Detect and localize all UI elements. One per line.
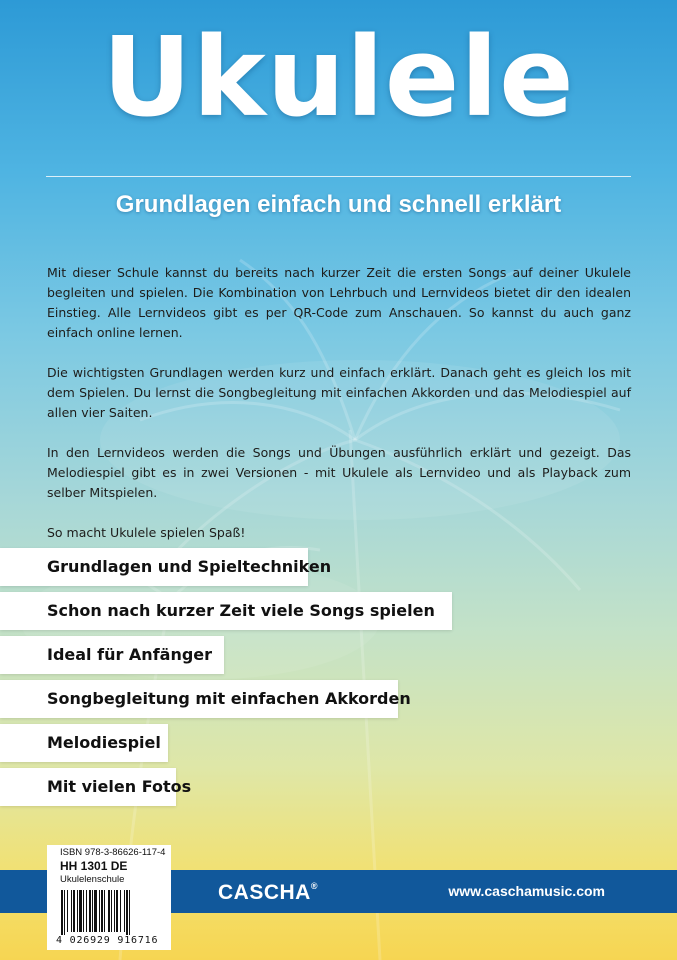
ean-number: 4 026929 916716: [56, 935, 159, 946]
registered-mark: ®: [310, 881, 318, 891]
barcode-bar: [104, 890, 105, 932]
brand-name: CASCHA: [218, 881, 311, 904]
barcode-bar: [64, 890, 65, 935]
barcode-bar: [71, 890, 72, 932]
barcode-bar: [83, 890, 84, 932]
barcode-bar: [120, 890, 121, 932]
title-divider: [46, 176, 631, 177]
barcode-bar: [73, 890, 75, 932]
description: [47, 263, 631, 563]
barcode-bar: [67, 890, 68, 932]
barcode-bar: [86, 890, 87, 932]
description-paragraph: Mit dieser Schule kannst du bereits nach kurzer Zeit die ersten Songs auf deiner Ukulele begleiten und spielen. Die Kombination von Lehrbuch und Lernvideos bietet dir den idealen Einstieg. Alle Lernvideos gibt es per QR-Code zum Anschauen. So kannst du auch ganz einfach online lernen.: [47, 265, 631, 340]
feature-item: Grundlagen und Spieltechniken: [0, 548, 308, 586]
barcode-bar: [94, 890, 97, 932]
barcode-bar: [124, 890, 125, 932]
barcode-bar: [77, 890, 78, 932]
barcode-bar: [99, 890, 100, 932]
barcode-bar: [126, 890, 128, 935]
cover-title: Ukulele: [102, 13, 575, 141]
website-url: www.caschamusic.com: [448, 883, 605, 899]
description-paragraph: So macht Ukulele spielen Spaß!: [47, 525, 246, 540]
barcode-bar: [111, 890, 112, 932]
barcode-bar: [89, 890, 91, 932]
feature-item: Ideal für Anfänger: [0, 636, 224, 674]
barcode-bar: [108, 890, 110, 932]
barcode-bar: [92, 890, 93, 932]
barcode-bar: [129, 890, 130, 935]
barcode-bar: [114, 890, 115, 932]
barcode-bar: [101, 890, 103, 932]
barcode-bar: [79, 890, 82, 932]
barcode: [59, 890, 167, 935]
feature-item: Schon nach kurzer Zeit viele Songs spielen: [0, 592, 452, 630]
product-name: Ukulelenschule: [60, 874, 125, 885]
barcode-bar: [116, 890, 118, 932]
product-code: HH 1301 DE: [60, 859, 128, 873]
isbn-number: ISBN 978-3-86626-117-4: [60, 847, 166, 858]
feature-item: Mit vielen Fotos: [0, 768, 176, 806]
feature-item: Songbegleitung mit einfachen Akkorden: [0, 680, 398, 718]
description-paragraph: Die wichtigsten Grundlagen werden kurz und einfach erklärt. Danach geht es gleich los mit dem Spielen. Du lernst die Songbegleitung mit einfachen Akkorden und das Melodiespiel auf allen vier Saiten.: [47, 365, 631, 420]
barcode-bar: [61, 890, 63, 935]
cover-subtitle: Grundlagen einfach und schnell erklärt: [115, 191, 562, 218]
feature-item: Melodiespiel: [0, 724, 168, 762]
description-paragraph: In den Lernvideos werden die Songs und Übungen ausführlich erklärt und gezeigt. Das Melodiespiel gibt es in zwei Versionen - mit Ukulele als Lernvideo und als Playback zum selber Mitspielen.: [47, 445, 631, 500]
